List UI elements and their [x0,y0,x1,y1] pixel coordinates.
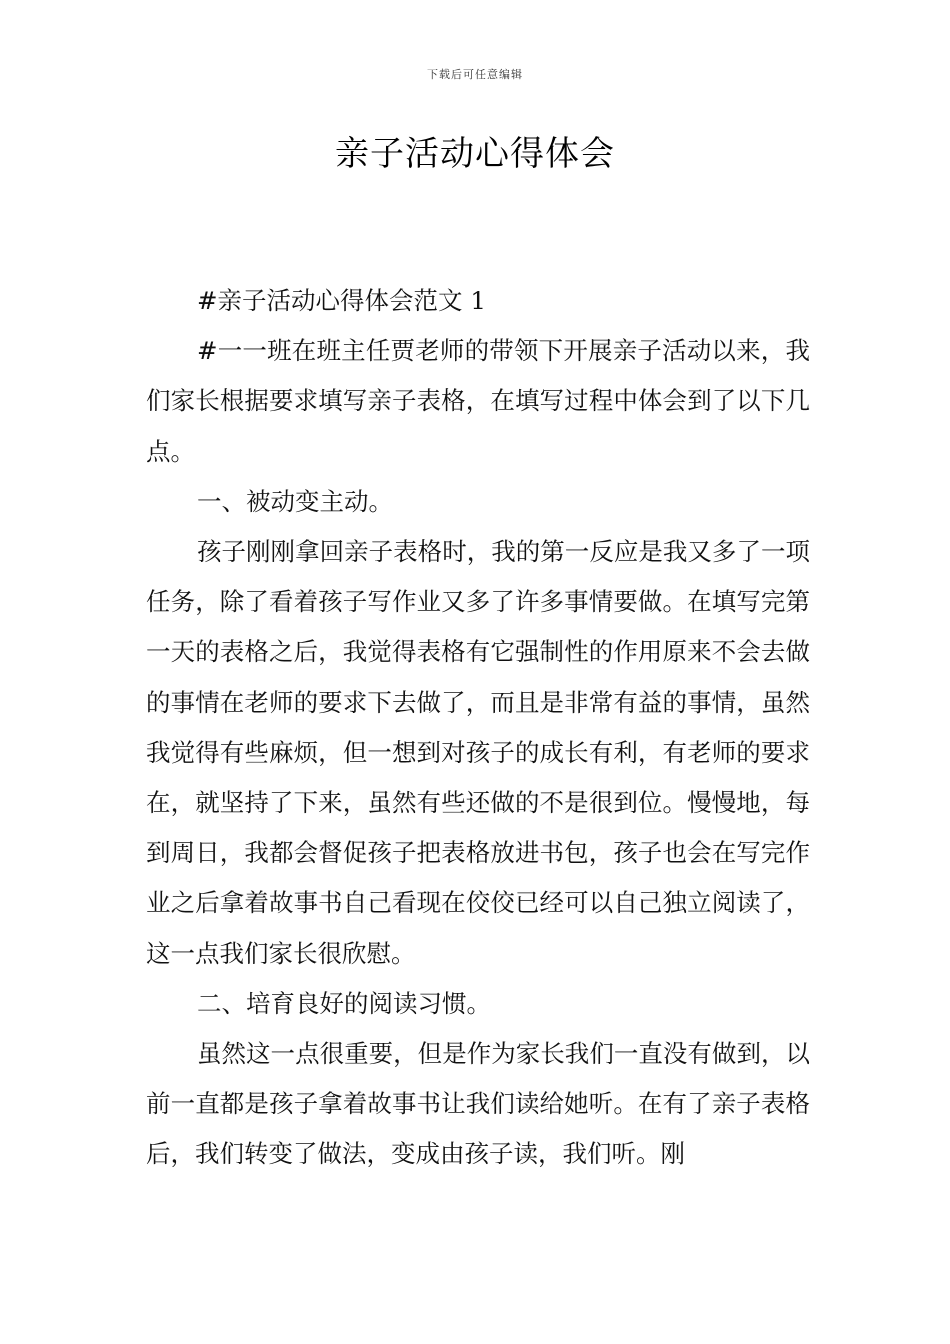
paragraph-subtitle: #亲子活动心得体会范文 1 [197,286,486,315]
paragraph-section-1: 孩子刚刚拿回亲子表格时，我的第一反应是我又多了一项任务，除了看着孩子写作业又多了许多事情要做。在填写完第一天的表格之后，我觉得表格有它强制性的作用原来不会去做的事情在老师的要求下去做了，而且是非常有益的事情，虽然我觉得有些麻烦，但一想到对孩子的成长有利，有老师的要求在，就坚持了下来，虽然有些还做的不是很到位。慢慢地，每到周日，我都会督促孩子把表格放进书包，孩子也会在写完作业之后拿着故事书自己看现在佼佼已经可以自己独立阅读了，这一点我们家长很欣慰。 [146,537,810,968]
paragraph-section-2: 虽然这一点很重要，但是作为家长我们一直没有做到，以前一直都是孩子拿着故事书让我们读给她听。在有了亲子表格后，我们转变了做法，变成由孩子读，我们听。刚 [146,1039,810,1169]
section-heading-2: 二、培育良好的阅读习惯。 [197,988,491,1018]
paragraph-intro: #一一班在班主任贾老师的带领下开展亲子活动以来，我们家长根据要求填写亲子表格，在填写过程中体会到了以下几点。 [146,336,810,466]
section-heading-1: 一、被动变主动。 [197,486,393,516]
document-body [146,276,810,1180]
header-note: 下载后可任意编辑 [427,68,523,81]
document-title: 亲子活动心得体会 [335,134,615,174]
